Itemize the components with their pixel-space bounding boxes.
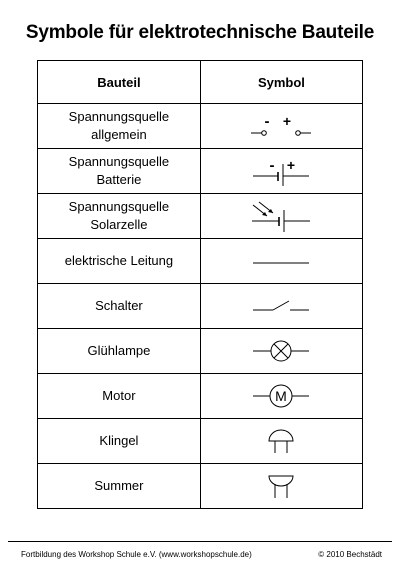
plus-label: +	[287, 157, 296, 173]
part-name-line2: Batterie	[96, 172, 142, 187]
solar-cell-symbol	[250, 199, 312, 233]
part-name-line1: Klingel	[99, 433, 139, 448]
part-name-line1: Spannungsquelle	[68, 154, 170, 169]
symbol-cell	[200, 329, 362, 374]
part-cell	[38, 329, 201, 374]
part-name-line1: Summer	[94, 478, 144, 493]
table-row	[38, 329, 363, 374]
part-name-line1: Schalter	[95, 298, 143, 313]
buzzer-symbol	[261, 472, 301, 500]
switch-symbol	[251, 294, 311, 318]
symbol-cell	[200, 194, 362, 239]
part-name-line2: Solarzelle	[90, 217, 148, 232]
part-cell	[38, 464, 201, 509]
table-row	[38, 104, 363, 149]
header-bauteil: Bauteil	[38, 61, 201, 104]
page-title: Symbole für elektrotechnische Bauteile	[25, 22, 375, 43]
part-cell	[38, 104, 201, 149]
table-row	[38, 284, 363, 329]
table-row	[38, 194, 363, 239]
part-cell	[38, 149, 201, 194]
lamp-symbol	[251, 338, 311, 364]
part-name-line1: Glühlampe	[87, 343, 151, 358]
plus-label: +	[283, 113, 292, 129]
battery-symbol	[251, 156, 311, 186]
part-name-line1: Spannungsquelle	[68, 109, 170, 124]
table-row	[38, 239, 363, 284]
symbol-cell	[200, 464, 362, 509]
table-header-row	[38, 61, 363, 104]
part-name-line1: Motor	[102, 388, 136, 403]
footer-divider	[8, 541, 392, 542]
voltage-source-general-symbol	[251, 111, 311, 141]
symbol-cell	[200, 104, 362, 149]
symbol-cell	[200, 374, 362, 419]
footer-copyright: © 2010 Bechstädt	[318, 550, 382, 559]
part-cell	[38, 374, 201, 419]
table-row	[38, 149, 363, 194]
symbol-cell	[200, 284, 362, 329]
table-row	[38, 419, 363, 464]
part-cell	[38, 239, 201, 284]
part-name-line2: allgemein	[91, 127, 147, 142]
symbol-table	[37, 60, 363, 509]
symbol-cell	[200, 149, 362, 194]
bell-symbol	[261, 427, 301, 455]
minus-label: -	[264, 113, 270, 130]
part-name-line1: elektrische Leitung	[64, 253, 174, 268]
part-name-line1: Spannungsquelle	[68, 199, 170, 214]
minus-label: -	[269, 157, 275, 174]
table-row	[38, 374, 363, 419]
part-cell	[38, 194, 201, 239]
motor-letter: M	[275, 388, 288, 404]
part-cell	[38, 419, 201, 464]
part-cell	[38, 284, 201, 329]
symbol-cell	[200, 239, 362, 284]
footer-credit: Fortbildung des Workshop Schule e.V. (www.workshopschule.de)	[21, 550, 252, 559]
header-symbol: Symbol	[200, 61, 362, 104]
table-row	[38, 464, 363, 509]
motor-symbol	[251, 382, 311, 410]
symbol-cell	[200, 419, 362, 464]
wire-symbol	[251, 251, 311, 271]
